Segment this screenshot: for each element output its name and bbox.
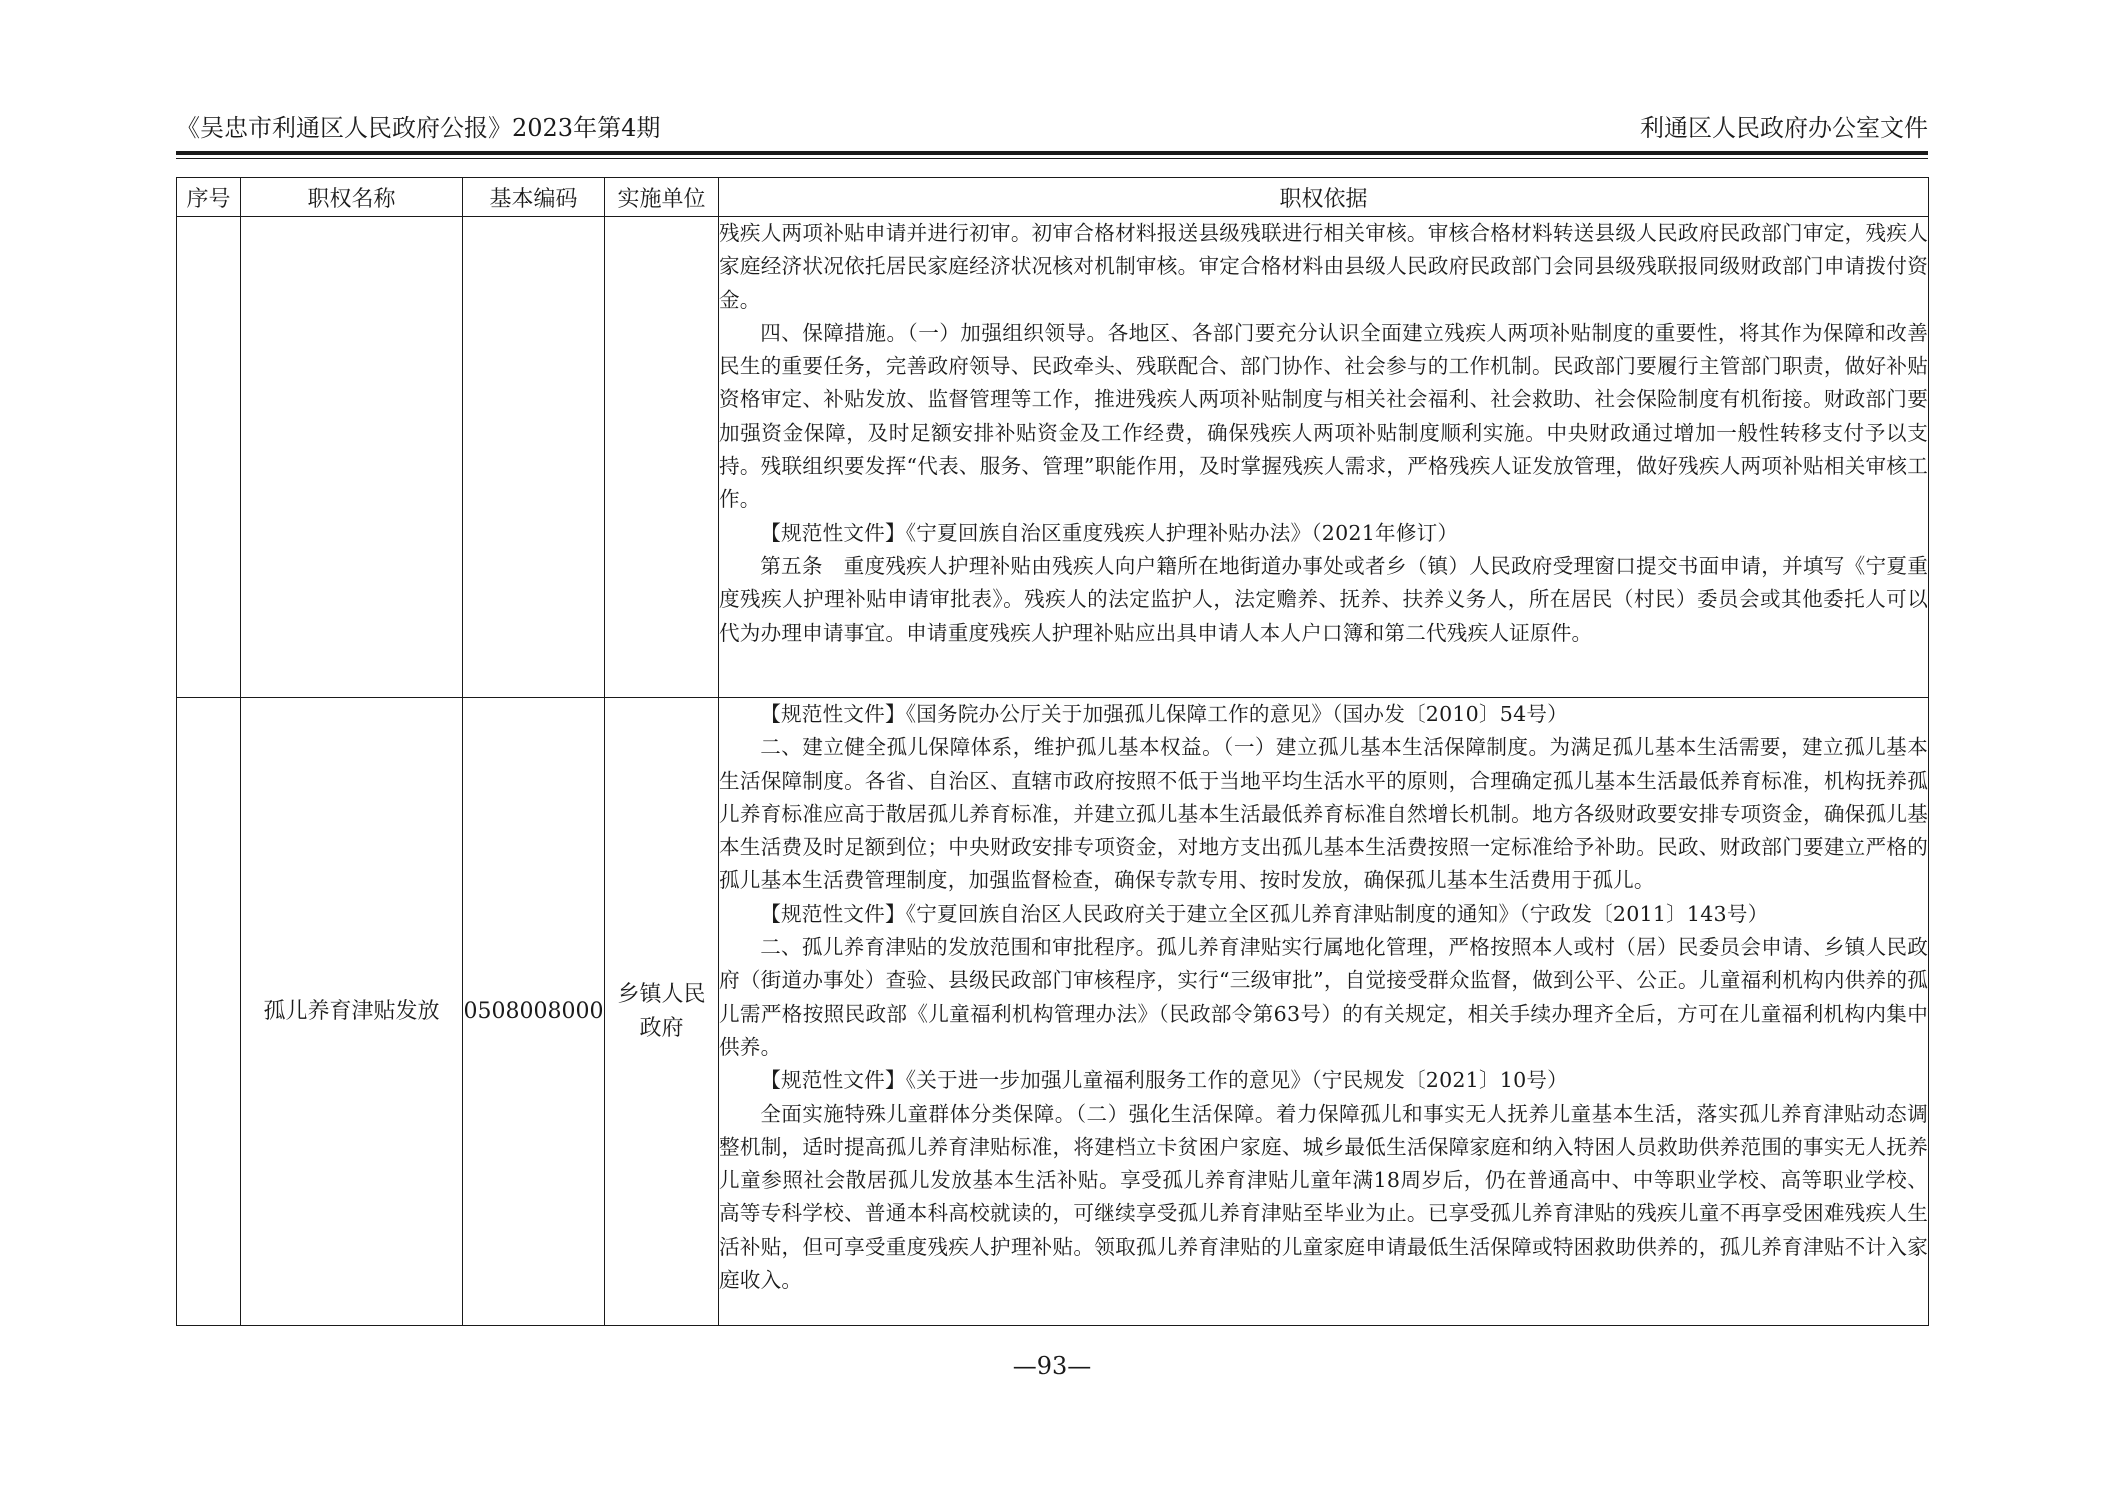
page-header bbox=[176, 108, 1928, 148]
row-name-cell: 孤儿养育津贴发放 bbox=[241, 698, 463, 1326]
gazette-title: 《吴忠市利通区人民政府公报》2023年第4期 bbox=[176, 114, 661, 142]
page-number: —93— bbox=[1012, 1352, 1092, 1380]
basis-document-heading: 【规范性文件】《国务院办公厅关于加强孤儿保障工作的意见》（国办发〔2010〕54号） bbox=[760, 702, 1568, 726]
table-header-row bbox=[177, 178, 1929, 217]
header-rule-thick bbox=[176, 151, 1928, 155]
column-header-name: 职权名称 bbox=[241, 178, 463, 217]
row-code-cell bbox=[463, 217, 605, 698]
row-name-cell bbox=[241, 217, 463, 698]
row-unit-cell bbox=[605, 217, 719, 698]
authority-table bbox=[176, 177, 1929, 1326]
column-header-unit: 实施单位 bbox=[605, 178, 719, 217]
basis-document-heading: 【规范性文件】《关于进一步加强儿童福利服务工作的意见》（宁民规发〔2021〕10号） bbox=[760, 1068, 1568, 1093]
table-row bbox=[177, 698, 1929, 1326]
row-basis-cell bbox=[719, 217, 1929, 698]
table-row bbox=[177, 217, 1929, 698]
row-index-cell bbox=[177, 217, 241, 698]
basis-paragraph: 二、建立健全孤儿保障体系，维护孤儿基本权益。（一）建立孤儿基本生活保障制度。为满足孤儿基本生活需要，建立孤儿基本生活保障制度。各省、自治区、直辖市政府按照不低于当地平均生活水平的原则，合理确定孤儿基本生活最低养育标准，机构抚养孤儿养育标准应高于散居孤儿养育标准，并建立孤儿基本生活最低养育标准自然增长机制。地方各级财政要安排专项资金，确保孤儿基本生活费及时足额到位；中央财政安排专项资金，对地方支出孤儿基本生活费按照一定标准给予补助。民政、财政部门要建立严格的孤儿基本生活费管理制度，加强监督检查，确保专款专用、按时发放，确保孤儿基本生活费用于孤儿。 bbox=[719, 735, 1928, 893]
row-basis-cell bbox=[719, 698, 1929, 1326]
basis-paragraph: 第五条 重度残疾人护理补贴由残疾人向户籍所在地街道办事处或者乡（镇）人民政府受理窗口提交书面申请，并填写《宁夏重度残疾人护理补贴申请审批表》。残疾人的法定监护人，法定赡养、抚养、扶养义务人，所在居民（村民）委员会或其他委托人可以代为办理申请事宜。申请重度残疾人护理补贴应出具申请人本人户口簿和第二代残疾人证原件。 bbox=[719, 553, 1928, 645]
basis-paragraph: 四、保障措施。（一）加强组织领导。各地区、各部门要充分认识全面建立残疾人两项补贴制度的重要性，将其作为保障和改善民生的重要任务，完善政府领导、民政牵头、残联配合、部门协作、社会参与的工作机制。民政部门要履行主管部门职责，做好补贴资格审定、补贴发放、监督管理等工作，推进残疾人两项补贴制度与相关社会福利、社会救助、社会保险制度有机衔接。财政部门要加强资金保障，及时足额安排补贴资金及工作经费，确保残疾人两项补贴制度顺利实施。中央财政通过增加一般性转移支付予以支持。残联组织要发挥“代表、服务、管理”职能作用，及时掌握残疾人需求，严格残疾人证发放管理，做好残疾人两项补贴相关审核工作。 bbox=[719, 320, 1928, 512]
basis-paragraph: 二、孤儿养育津贴的发放范围和审批程序。孤儿养育津贴实行属地化管理，严格按照本人或村（居）民委员会申请、乡镇人民政府（街道办事处）查验、县级民政部门审核程序，实行“三级审批”，自觉接受群众监督，做到公平、公正。儿童福利机构内供养的孤儿需严格按照民政部《儿童福利机构管理办法》（民政部令第63号）的有关规定，相关手续办理齐全后，方可在儿童福利机构内集中供养。 bbox=[719, 935, 1928, 1059]
basis-document-heading: 【规范性文件】《宁夏回族自治区人民政府关于建立全区孤儿养育津贴制度的通知》（宁政发〔2011〕143号） bbox=[760, 901, 1769, 926]
header-rule-thin bbox=[176, 158, 1928, 159]
column-header-basis: 职权依据 bbox=[719, 178, 1929, 217]
basis-document-heading: 【规范性文件】《宁夏回族自治区重度残疾人护理补贴办法》（2021年修订） bbox=[760, 520, 1459, 545]
row-code-cell: 0508008000 bbox=[463, 698, 605, 1326]
column-header-index: 序号 bbox=[177, 178, 241, 217]
row-unit-cell: 乡镇人民政府 bbox=[605, 698, 719, 1326]
row-index-cell bbox=[177, 698, 241, 1326]
basis-paragraph: 残疾人两项补贴申请并进行初审。初审合格材料报送县级残联进行相关审核。审核合格材料转送县级人民政府民政部门审定，残疾人家庭经济状况依托居民家庭经济状况核对机制审核。审定合格材料由县级人民政府民政部门会同县级残联报同级财政部门申请拨付资金。 bbox=[719, 221, 1928, 312]
column-header-code: 基本编码 bbox=[463, 178, 605, 217]
basis-paragraph: 全面实施特殊儿童群体分类保障。（二）强化生活保障。着力保障孤儿和事实无人抚养儿童基本生活，落实孤儿养育津贴动态调整机制，适时提高孤儿养育津贴标准，将建档立卡贫困户家庭、城乡最低生活保障家庭和纳入特困人员救助供养范围的事实无人抚养儿童参照社会散居孤儿发放基本生活补贴。享受孤儿养育津贴儿童年满18周岁后，仍在普通高中、中等职业学校、高等职业学校、高等专科学校、普通本科高校就读的，可继续享受孤儿养育津贴至毕业为止。已享受孤儿养育津贴的残疾儿童不再享受困难残疾人生活补贴，但可享受重度残疾人护理补贴。领取孤儿养育津贴的儿童家庭申请最低生活保障或特困救助供养的，孤儿养育津贴不计入家庭收入。 bbox=[719, 1101, 1928, 1293]
issuing-office: 利通区人民政府办公室文件 bbox=[1640, 114, 1928, 142]
